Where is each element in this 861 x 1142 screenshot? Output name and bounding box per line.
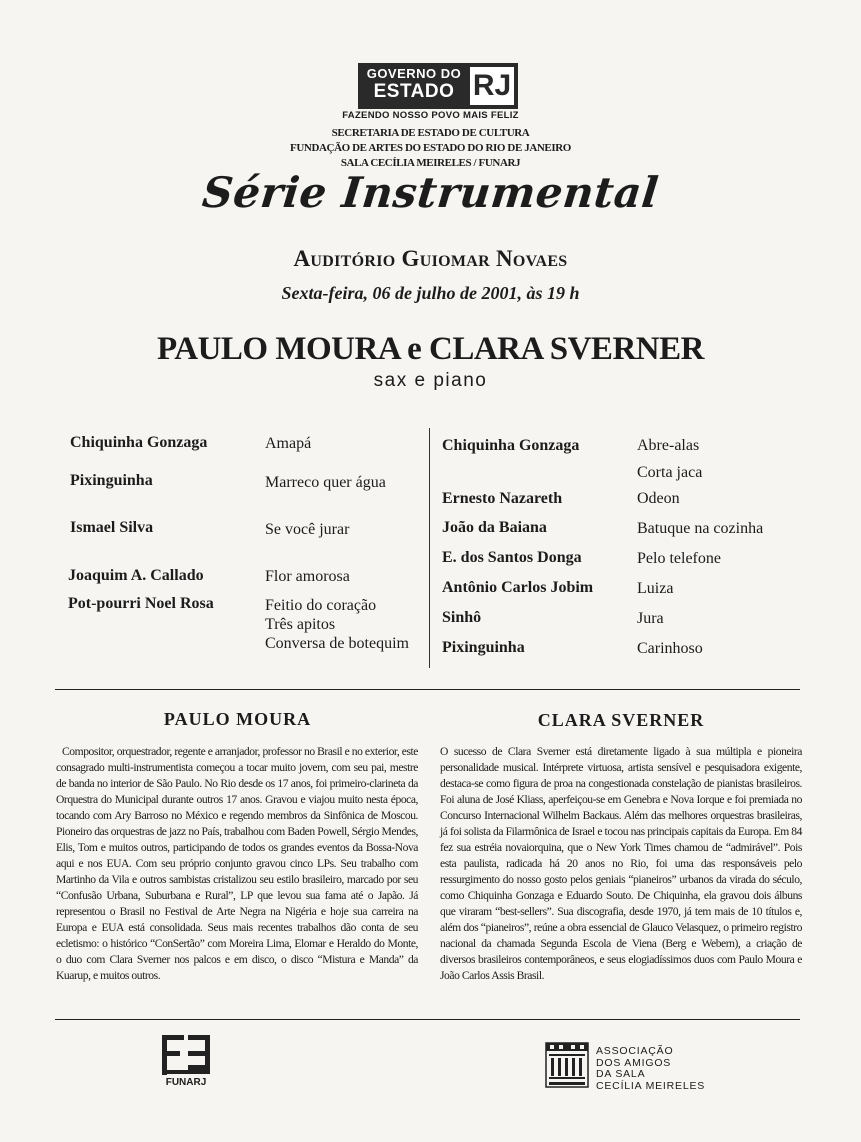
program-work: Conversa de botequim <box>265 635 409 652</box>
program-composer: Sinhô <box>442 609 482 626</box>
logo-line-governo: GOVERNO DO <box>366 66 462 81</box>
program-composer: Pot-pourri Noel Rosa <box>68 595 214 612</box>
assoc-line: DA SALA <box>596 1068 646 1080</box>
performers-title: PAULO MOURA e CLARA SVERNER <box>157 331 704 367</box>
program-composer: Ernesto Nazareth <box>442 490 563 507</box>
section-divider <box>55 1019 800 1020</box>
program-work: Marreco quer água <box>265 474 386 491</box>
section-divider <box>55 689 800 690</box>
program-work: Corta jaca <box>637 464 703 481</box>
series-title: Série Instrumental <box>200 168 661 217</box>
program-work: Carinhoso <box>637 640 703 657</box>
governo-rj-logo <box>358 63 518 109</box>
assoc-line: CECÍLIA MEIRELES <box>596 1079 706 1092</box>
program-composer: Pixinguinha <box>70 472 153 489</box>
institution-line: FUNDAÇÃO DE ARTES DO ESTADO DO RIO DE JANEIRO <box>290 142 571 154</box>
institution-line: SECRETARIA DE ESTADO DE CULTURA <box>331 127 530 139</box>
program-composer: Antônio Carlos Jobim <box>442 579 594 596</box>
logo-line-estado: ESTADO <box>373 81 455 102</box>
concert-date: Sexta-feira, 06 de julho de 2001, às 19 h <box>281 283 580 303</box>
program-composer: Chiquinha Gonzaga <box>70 434 208 451</box>
program-work: Pelo telefone <box>637 550 721 567</box>
bio-heading-paulo-moura: PAULO MOURA <box>163 709 312 729</box>
program-work: Flor amorosa <box>265 568 350 585</box>
program-work: Odeon <box>637 490 680 507</box>
institution-line: SALA CECÍLIA MEIRELES / FUNARJ <box>340 157 521 169</box>
bio-text-clara-sverner: O sucesso de Clara Sverner está diretamente ligado à sua múltipla e pioneira personalidade musical. Intérprete virtuosa, artista sensível e pesquisadora exigente, destaca-se como figura de proa na congestionada constelação de pianistas brasileiros. Foi aluna de José Kliass, aperfeiçou-se em Genebra e Nova Iorque e foi premiada no Concurso Internacional Wilhelm Backaus. Além das melhores orquestras brasileiras, já foi solista da Filarmônica de Israel e tocou nas principais capitais da Europa. Em 84 fez sua estréia novaiorquina, que o New York Times chamou de “admirável”. Pois esta paulista, radicada há 20 anos no Rio, foi uma das responsáveis pelo ressurgimento do nosso gosto pelos geniais “pianeiros” urbanos da virada do século, como Chiquinha Gonzaga e Eduardo Souto. De Chiquinha, ela gravou dois álbuns que viraram “best-sellers”. Sua discografia, desde 1970, já tem mais de 10 títulos e, além dos “pianeiros”, reúne a obra essencial de Glauco Velasquez, o primeiro registro nacional da chamada Segunda Escola de Viena (Berg e Webern), a criação de diversos brasileiros contemporâneos, e seus elogiadíssimos duos com Paulo Moura e João Carlos Assis Brasil. <box>440 745 802 982</box>
program-work: Luiza <box>637 580 674 597</box>
program-work: Jura <box>637 610 664 627</box>
program-composer: João da Baiana <box>442 519 547 536</box>
program-work: Se você jurar <box>265 521 350 538</box>
program-divider <box>429 428 430 668</box>
program-work: Feitio do coração <box>265 597 377 614</box>
program-work: Três apitos <box>265 616 336 633</box>
sala-cecilia-meireles-building-icon <box>545 1042 589 1088</box>
program-composer: Joaquim A. Callado <box>68 567 204 584</box>
program-composer: Chiquinha Gonzaga <box>442 437 580 454</box>
assoc-line: DOS AMIGOS <box>596 1056 672 1069</box>
program-composer: Pixinguinha <box>442 639 525 656</box>
funarj-logo-label: FUNARJ <box>165 1077 207 1088</box>
logo-tagline: FAZENDO NOSSO POVO MAIS FELIZ <box>342 110 519 121</box>
venue-title: Auditório Guiomar Novaes <box>293 246 568 271</box>
bio-text-paulo-moura: Compositor, orquestrador, regente e arranjador, professor no Brasil e no exterior, este consagrado multi-instrumentista começou a tocar muito jovem, com seu pai, mestre de banda no interior de São Paulo. No Rio desde os 17 anos, foi primeiro-clarineta da Orquestra do Municipal durante outros 17 anos. Gravou e viajou muito nesta época, tocando com Ary Barroso no México e regendo membros da Sinfônica de Moscou. Pioneiro das orquestras de jazz no País, trabalhou com Baden Powell, Sérgio Mendes, Elis, Tom e muitos outros, participando de todos os grandes eventos da Bossa-Nova aqui e nos EUA. Com seu próprio conjunto gravou cinco LPs. Seu trabalho com Martinho da Vila e outros sambistas cristalizou seu estilo brasileiro, marcado por seu “Confusão Urbana, Suburbana e Rural”, LP que levou sua fama até o Japão. Já representou o Brasil no Festival de Arte Negra na Nigéria e hoje sua carreira na Europa e EUA está consolidada. Seus mais recentes trabalhos dão conta de seu ecletismo: o histórico “ConSertão” com Moreira Lima, Elomar e Heraldo do Monte, o duo com Clara Sverner nos palcos e em disco, o disco “Mistura e Manda” da Kuarup, e muitos outros. <box>56 745 418 982</box>
program-composer: E. dos Santos Donga <box>442 549 582 566</box>
program-composer: Ismael Silva <box>70 519 154 536</box>
logo-rj: RJ <box>470 67 514 105</box>
program-work: Batuque na cozinha <box>637 520 764 537</box>
bio-heading-clara-sverner: CLARA SVERNER <box>537 710 705 730</box>
program-work: Amapá <box>265 435 312 452</box>
associacao-amigos-logo-text <box>596 1046 705 1092</box>
instruments-subtitle: sax e piano <box>373 370 488 391</box>
assoc-line: ASSOCIAÇÃO <box>596 1045 674 1057</box>
program-work: Abre-alas <box>637 437 700 454</box>
